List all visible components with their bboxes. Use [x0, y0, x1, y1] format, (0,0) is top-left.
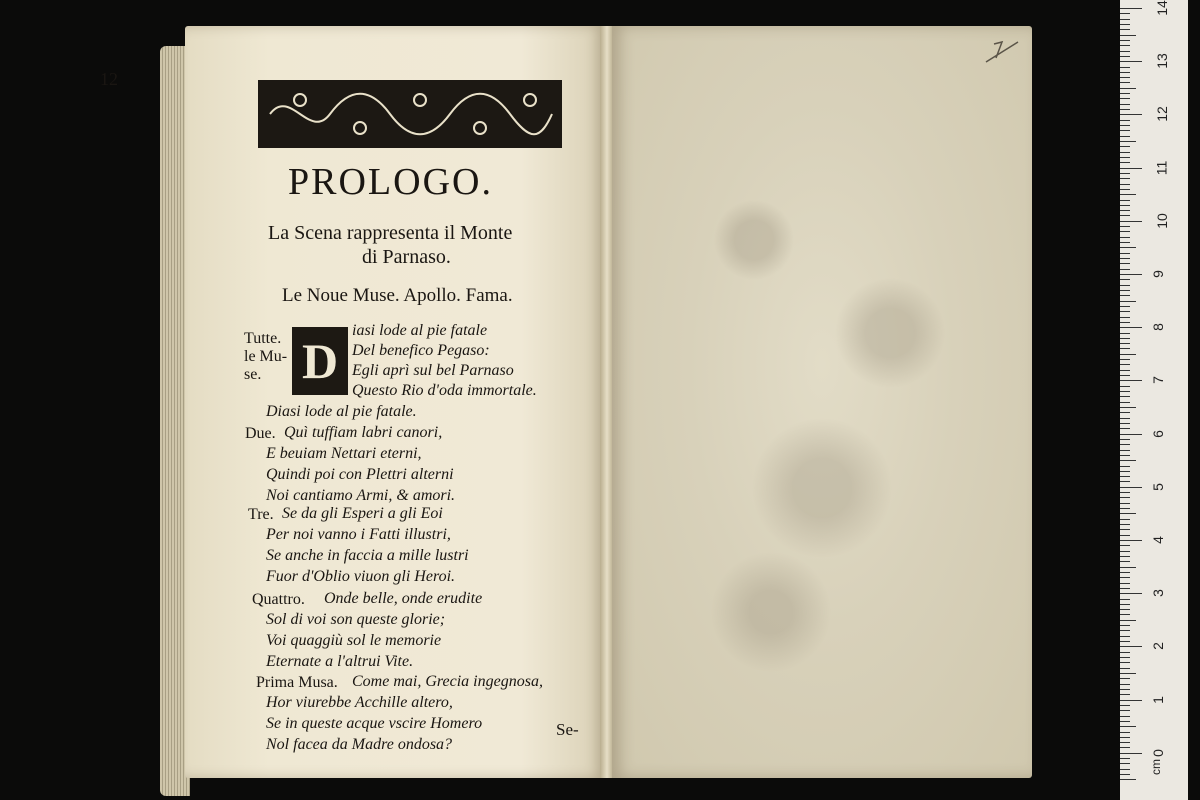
ruler-tick [1120, 737, 1130, 738]
ruler-tick [1120, 481, 1130, 482]
speaker-tutte: Tutte. le Mu- se. [244, 330, 288, 383]
ruler-tick [1120, 636, 1130, 637]
verse-line: Egli aprì sul bel Parnaso [352, 362, 514, 379]
ruler-number: 13 [1153, 53, 1170, 69]
ruler-tick [1120, 726, 1136, 727]
ruler-tick [1120, 210, 1130, 211]
ruler-tick [1120, 130, 1130, 131]
ruler-tick [1120, 141, 1136, 142]
ruler-tick [1120, 386, 1130, 387]
ruler-tick [1120, 545, 1130, 546]
ruler-number: 4 [1149, 536, 1166, 544]
ruler-tick [1120, 747, 1130, 748]
ruler-tick [1120, 322, 1130, 323]
ruler-tick [1120, 678, 1130, 679]
ruler-tick [1120, 716, 1130, 717]
ruler-tick [1120, 497, 1130, 498]
ruler-tick [1120, 354, 1136, 355]
ruler-tick [1120, 402, 1130, 403]
ruler-tick [1120, 503, 1130, 504]
ruler-tick [1120, 758, 1130, 759]
verse-line: Se anche in faccia a mille lustri [266, 547, 469, 564]
ruler-tick [1120, 162, 1130, 163]
ruler-number: 6 [1149, 429, 1166, 438]
ruler-tick [1120, 753, 1142, 754]
ruler-number: 7 [1149, 376, 1166, 385]
ruler-tick [1120, 476, 1130, 477]
ruler-tick [1120, 333, 1130, 334]
page-number: 12 [100, 69, 118, 89]
ruler-tick [1120, 364, 1130, 365]
ruler-tick [1120, 24, 1130, 25]
verse-line: Come mai, Grecia ingegnosa, [352, 673, 543, 690]
ruler-tick [1120, 173, 1130, 174]
ruler-tick [1120, 567, 1136, 568]
ruler-tick [1120, 604, 1130, 605]
ruler-tick [1120, 700, 1142, 701]
ruler-tick [1120, 423, 1130, 424]
verse-line: Nol facea da Madre ondosa? [266, 736, 453, 753]
ruler-tick [1120, 231, 1130, 232]
ruler-tick [1120, 657, 1130, 658]
ruler-number: 5 [1149, 482, 1166, 491]
verse-line: Quì tuffiam labri canori, [284, 424, 443, 441]
ruler-tick [1120, 311, 1130, 312]
ruler-tick [1120, 705, 1130, 706]
folio-pencil-mark [982, 36, 1022, 66]
catchword: Se- [556, 720, 579, 739]
ruler-tick [1120, 13, 1130, 14]
ruler-tick [1120, 779, 1136, 780]
ruler-tick [1120, 168, 1142, 169]
ruler-tick [1120, 742, 1130, 743]
ruler-tick [1120, 375, 1130, 376]
verse-line: Onde belle, onde erudite [324, 590, 483, 607]
ruler-tick [1120, 407, 1136, 408]
ruler-tick [1120, 157, 1130, 158]
ruler-tick [1120, 285, 1130, 286]
ruler-tick [1120, 508, 1130, 509]
ruler-number: 0 [1149, 748, 1166, 757]
ruler-number: 12 [1153, 106, 1170, 123]
ruler-tick [1120, 290, 1130, 291]
measurement-ruler [1120, 0, 1188, 800]
ruler-tick [1120, 614, 1130, 615]
verse-line: Eternate a l'altrui Vite. [266, 653, 414, 670]
ruler-tick [1120, 380, 1142, 381]
ruler-tick [1120, 274, 1142, 275]
ruler-tick [1120, 194, 1136, 195]
ruler-tick [1120, 109, 1130, 110]
ruler-tick [1120, 412, 1130, 413]
ruler-tick [1120, 630, 1130, 631]
ruler-tick [1120, 588, 1130, 589]
ruler-tick [1120, 51, 1130, 52]
bleed-through-image [652, 116, 992, 736]
ruler-tick [1120, 269, 1130, 270]
ruler-tick [1120, 732, 1130, 733]
ruler-tick [1120, 689, 1130, 690]
ruler-tick [1120, 577, 1130, 578]
ruler-tick [1120, 205, 1130, 206]
ruler-tick [1120, 29, 1130, 30]
ruler-tick [1120, 327, 1142, 328]
ruler-tick [1120, 434, 1142, 435]
ruler-tick [1120, 535, 1130, 536]
ruler-tick [1120, 19, 1130, 20]
ruler-tick [1120, 556, 1130, 557]
ruler-tick [1120, 620, 1136, 621]
ruler-tick [1120, 471, 1130, 472]
ruler-tick [1120, 519, 1130, 520]
ruler-tick [1120, 646, 1142, 647]
verse-line: Diasi lode al pie fatale. [266, 403, 417, 420]
ruler-tick [1120, 104, 1130, 105]
ruler-tick [1120, 418, 1130, 419]
ruler-tick [1120, 370, 1130, 371]
ruler-tick [1120, 684, 1130, 685]
ruler-tick [1120, 88, 1136, 89]
verse-line: Sol di voi son queste glorie; [266, 611, 446, 628]
ruler-tick [1120, 152, 1130, 153]
verse-line: Per noi vanno i Fatti illustri, [266, 526, 451, 543]
ruler-tick [1120, 769, 1130, 770]
verse-line: E beuiam Nettari eterni, [266, 445, 422, 462]
ruler-tick [1120, 178, 1130, 179]
ruler-tick [1120, 295, 1130, 296]
ruler-tick [1120, 599, 1130, 600]
ruler-tick [1120, 146, 1130, 147]
ruler-tick [1120, 359, 1130, 360]
ruler-tick [1120, 625, 1130, 626]
verse-line: Questo Rio d'oda immortale. [352, 382, 537, 399]
ruler-tick [1120, 710, 1130, 711]
ruler-tick [1120, 763, 1130, 764]
ruler-tick [1120, 301, 1136, 302]
ruler-tick [1120, 242, 1130, 243]
ruler-number: 1 [1149, 695, 1166, 704]
cast-list: Le Noue Muse. Apollo. Fama. [282, 285, 513, 306]
ruler-tick [1120, 120, 1130, 121]
ruler-tick [1120, 561, 1130, 562]
ruler-tick [1120, 215, 1130, 216]
verse-line: Hor viurebbe Acchille altero, [266, 694, 453, 711]
drop-cap [292, 327, 348, 395]
ruler-tick [1120, 98, 1130, 99]
ruler-tick [1120, 444, 1130, 445]
ruler-unit: cm [1149, 759, 1163, 775]
ruler-tick [1120, 540, 1142, 541]
ruler-tick [1120, 247, 1136, 248]
ruler-tick [1120, 460, 1136, 461]
ruler-tick [1120, 721, 1130, 722]
ruler-tick [1120, 338, 1130, 339]
ruler-tick [1120, 572, 1130, 573]
ruler-tick [1120, 487, 1142, 488]
ruler-tick [1120, 258, 1130, 259]
ruler-number: 10 [1153, 213, 1170, 229]
verse-line: iasi lode al pie fatale [352, 322, 488, 339]
ruler-tick [1120, 184, 1130, 185]
ruler-tick [1120, 237, 1130, 238]
ruler-tick [1120, 40, 1130, 41]
ruler-tick [1120, 492, 1130, 493]
ruler-tick [1120, 306, 1130, 307]
ruler-tick [1120, 466, 1130, 467]
ruler-tick [1120, 317, 1130, 318]
ruler-tick [1120, 189, 1130, 190]
verse-line: Fuor d'Oblio viuon gli Heroi. [266, 568, 456, 585]
ruler-tick [1120, 221, 1142, 222]
ornamental-headpiece [258, 80, 562, 148]
verse-line: Del benefico Pegaso: [352, 342, 490, 359]
scene-description-line-2: di Parnaso. [362, 246, 451, 268]
ruler-number: 2 [1149, 642, 1166, 651]
right-page [612, 26, 1032, 778]
ruler-tick [1120, 391, 1130, 392]
ruler-tick [1120, 348, 1130, 349]
ruler-tick [1120, 279, 1130, 280]
ruler-tick [1120, 61, 1142, 62]
ruler-tick [1120, 56, 1130, 57]
ruler-tick [1120, 439, 1130, 440]
verse-line: Noi cantiamo Armi, & amori. [266, 487, 456, 504]
ruler-tick [1120, 609, 1130, 610]
page-title: PROLOGO. [288, 161, 493, 203]
ruler-tick [1120, 662, 1130, 663]
ruler-tick [1120, 774, 1130, 775]
ruler-tick [1120, 82, 1130, 83]
ruler-tick [1120, 396, 1130, 397]
ruler-tick [1120, 641, 1130, 642]
ruler-number: 11 [1153, 160, 1170, 175]
ruler-tick [1120, 67, 1130, 68]
ruler-tick [1120, 450, 1130, 451]
ruler-number: 8 [1149, 323, 1166, 332]
ruler-tick [1120, 583, 1130, 584]
ruler-tick [1120, 35, 1136, 36]
ruler-tick [1120, 72, 1130, 73]
ruler-tick [1120, 125, 1130, 126]
drop-cap-letter: D [301, 333, 339, 389]
ruler-tick [1120, 428, 1130, 429]
ruler-tick [1120, 524, 1130, 525]
ruler-tick [1120, 551, 1130, 552]
speaker-quattro: Quattro. [252, 591, 305, 608]
ruler-tick [1120, 513, 1136, 514]
scene-description-line-1: La Scena rappresenta il Monte [268, 222, 513, 244]
ruler-tick [1120, 529, 1130, 530]
ruler-tick [1120, 673, 1136, 674]
ruler-tick [1120, 343, 1130, 344]
ruler-tick [1120, 8, 1142, 9]
ruler-tick [1120, 593, 1142, 594]
speaker-due: Due. [245, 425, 276, 442]
verse-line: Se in queste acque vscire Homero [266, 715, 483, 732]
speaker-tre: Tre. [248, 506, 274, 523]
ruler-number: 9 [1149, 270, 1166, 278]
verse-line: Quindi poi con Plettri alterni [266, 466, 454, 483]
ruler-tick [1120, 263, 1130, 264]
ruler-tick [1120, 45, 1130, 46]
ruler-number: 14 [1153, 0, 1170, 16]
ruler-tick [1120, 136, 1130, 137]
ruler-tick [1120, 694, 1130, 695]
ruler-tick [1120, 114, 1142, 115]
verse-line: Se da gli Esperi a gli Eoi [282, 505, 443, 522]
ruler-number: 3 [1149, 589, 1166, 598]
ruler-tick [1120, 200, 1130, 201]
ruler-tick [1120, 455, 1130, 456]
ruler-tick [1120, 93, 1130, 94]
ruler-tick [1120, 668, 1130, 669]
speaker-prima-musa: Prima Musa. [256, 674, 338, 691]
ruler-tick [1120, 77, 1130, 78]
ruler-tick [1120, 226, 1130, 227]
ruler-tick [1120, 253, 1130, 254]
ruler-tick [1120, 652, 1130, 653]
verse-line: Voi quaggiù sol le memorie [266, 632, 442, 649]
